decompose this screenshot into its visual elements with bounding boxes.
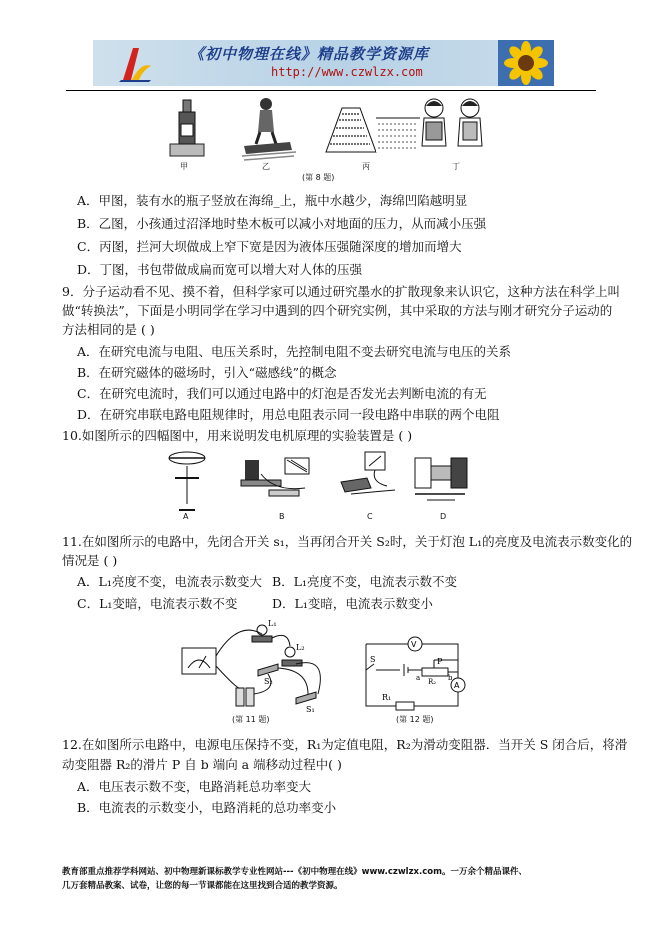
footer-line-2: 几万套精品教案、试卷，让您的每一节课都能在这里找到合适的教学资源。	[62, 881, 343, 891]
q11-stem-line1: 11.在如图所示的电路中，先闭合开关 s₁，当再闭合开关 S₂时，关于灯泡 L₁的亮度及电流表示数变化的	[62, 534, 633, 549]
q8-option-d: D．丁图，书包带做成扁而宽可以增大对人体的压强	[77, 262, 363, 277]
q11-option-b: B．L₁亮度不变，电流表示数不变	[272, 574, 457, 589]
fig12-label-a-meter: A	[454, 681, 460, 690]
q8-option-b: B．乙图，小孩通过沼泽地时垫木板可以减小对地面的压力，从而减小压强	[77, 216, 487, 231]
q11-stem-line2: 情况是 ( )	[62, 553, 118, 568]
header-rule	[66, 90, 596, 91]
fig10-label-c: C	[367, 512, 373, 521]
bottle-on-sponge-drawing	[170, 100, 204, 156]
fig8-caption: (第 8 题)	[302, 173, 335, 182]
site-logo-icon	[119, 44, 153, 82]
fig12-label-r1: R₁	[382, 693, 392, 702]
sunflower-icon	[498, 40, 554, 86]
fig12-label-s: S	[370, 655, 376, 664]
fig10-label-d: D	[440, 512, 447, 521]
fig12-label-v: V	[411, 640, 417, 649]
q11-option-c: C．L₁变暗，电流表示数不变	[77, 596, 238, 611]
footer-line-1: 教育部重点推荐学科网站、初中物理新课标教学专业性网站---《初中物理在线》www.czwlzx.com。一万余个精品课件、	[62, 867, 527, 877]
q9-stem-line2: 做“转换法”，下面是小明同学在学习中遇到的四个研究实例，其中采取的方法与刚才研究分子运动的	[62, 303, 613, 318]
figure-8	[170, 94, 500, 182]
q8-option-c: C．丙图，拦河大坝做成上窄下宽是因为液体压强随深度的增加而增大	[77, 239, 462, 254]
q10-stem: 10.如图所示的四幅图中，用来说明发电机原理的实验装置是 ( )	[62, 428, 413, 443]
fig11-label-l1: L₁	[268, 619, 277, 628]
q12-stem-line1: 12.在如图所示电路中，电源电压保持不变，R₁为定值电阻，R₂为滑动变阻器．当开关 S 闭合后，将滑	[62, 737, 628, 752]
q9-option-c: C．在研究电流时，我们可以通过电路中的灯泡是否发光去判断电流的有无	[77, 386, 487, 401]
figure-12	[360, 630, 470, 712]
header-banner	[93, 40, 554, 86]
dam-drawing	[326, 108, 420, 152]
q11-option-a: A．L₁亮度不变，电流表示数变大	[77, 574, 262, 589]
fig10c-galvanometer-drawing	[341, 452, 395, 494]
q12-option-b: B．电流表的示数变小，电路消耗的总功率变小	[77, 800, 337, 815]
fig11-label-s2: S₂	[264, 677, 273, 686]
figure-10	[165, 448, 465, 520]
banner-url[interactable]: http://www.czwlzx.com	[271, 65, 423, 79]
figure-11	[178, 620, 338, 712]
fig12-label-r2: R₂	[428, 678, 437, 686]
q9-option-d: D．在研究串联电路电阻规律时，用总电阻表示同一段电路中串联的两个电阻	[77, 407, 500, 422]
q11-option-d: D．L₁变暗，电流表示数变小	[272, 596, 433, 611]
fig11-label-s1: S₁	[306, 705, 315, 714]
fig10d-magnet-coil-drawing	[415, 458, 467, 500]
fig12-label-b: b	[448, 674, 453, 682]
fig10b-magnet-device-drawing	[241, 458, 309, 496]
fig8-label-yi: 乙	[262, 162, 270, 171]
q8-option-a: A．甲图，装有水的瓶子竖放在海绵_上，瓶中水越少，海绵凹陷越明显	[77, 193, 468, 208]
banner-title: 《初中物理在线》精品教学资源库	[189, 45, 430, 63]
child-on-board-drawing	[242, 94, 296, 160]
fig12-caption: (第 12 题)	[396, 715, 434, 724]
fig12-label-p: P	[437, 657, 443, 666]
q9-stem-line3: 方法相同的是 ( )	[62, 322, 155, 337]
backpack-kids-drawing	[422, 99, 482, 146]
fig10-label-b: B	[279, 512, 285, 521]
q12-stem-line2: 动变阻器 R₂的滑片 P 自 b 端向 a 端移动过程中( )	[62, 757, 342, 772]
fig8-label-jia: 甲	[180, 162, 188, 171]
fig11-label-l2: L₂	[296, 643, 305, 652]
fig8-label-bing: 丙	[362, 162, 370, 171]
fig8-label-ding: 丁	[452, 162, 460, 171]
fig10-label-a: A	[183, 512, 189, 521]
fig11-caption: (第 11 题)	[232, 715, 270, 724]
q9-stem-line1: 9．分子运动看不见、摸不着，但科学家可以通过研究墨水的扩散现象来认识它，这种方法在科学上叫	[62, 284, 620, 299]
q12-option-a: A．电压表示数不变，电路消耗总功率变大	[77, 779, 312, 794]
fig10a-compass-drawing	[169, 452, 205, 510]
fig12-label-a: a	[416, 674, 421, 682]
q9-option-b: B．在研究磁体的磁场时，引入“磁感线”的概念	[77, 365, 337, 380]
q9-option-a: A．在研究电流与电阻、电压关系时，先控制电阻不变去研究电流与电压的关系	[77, 344, 512, 359]
